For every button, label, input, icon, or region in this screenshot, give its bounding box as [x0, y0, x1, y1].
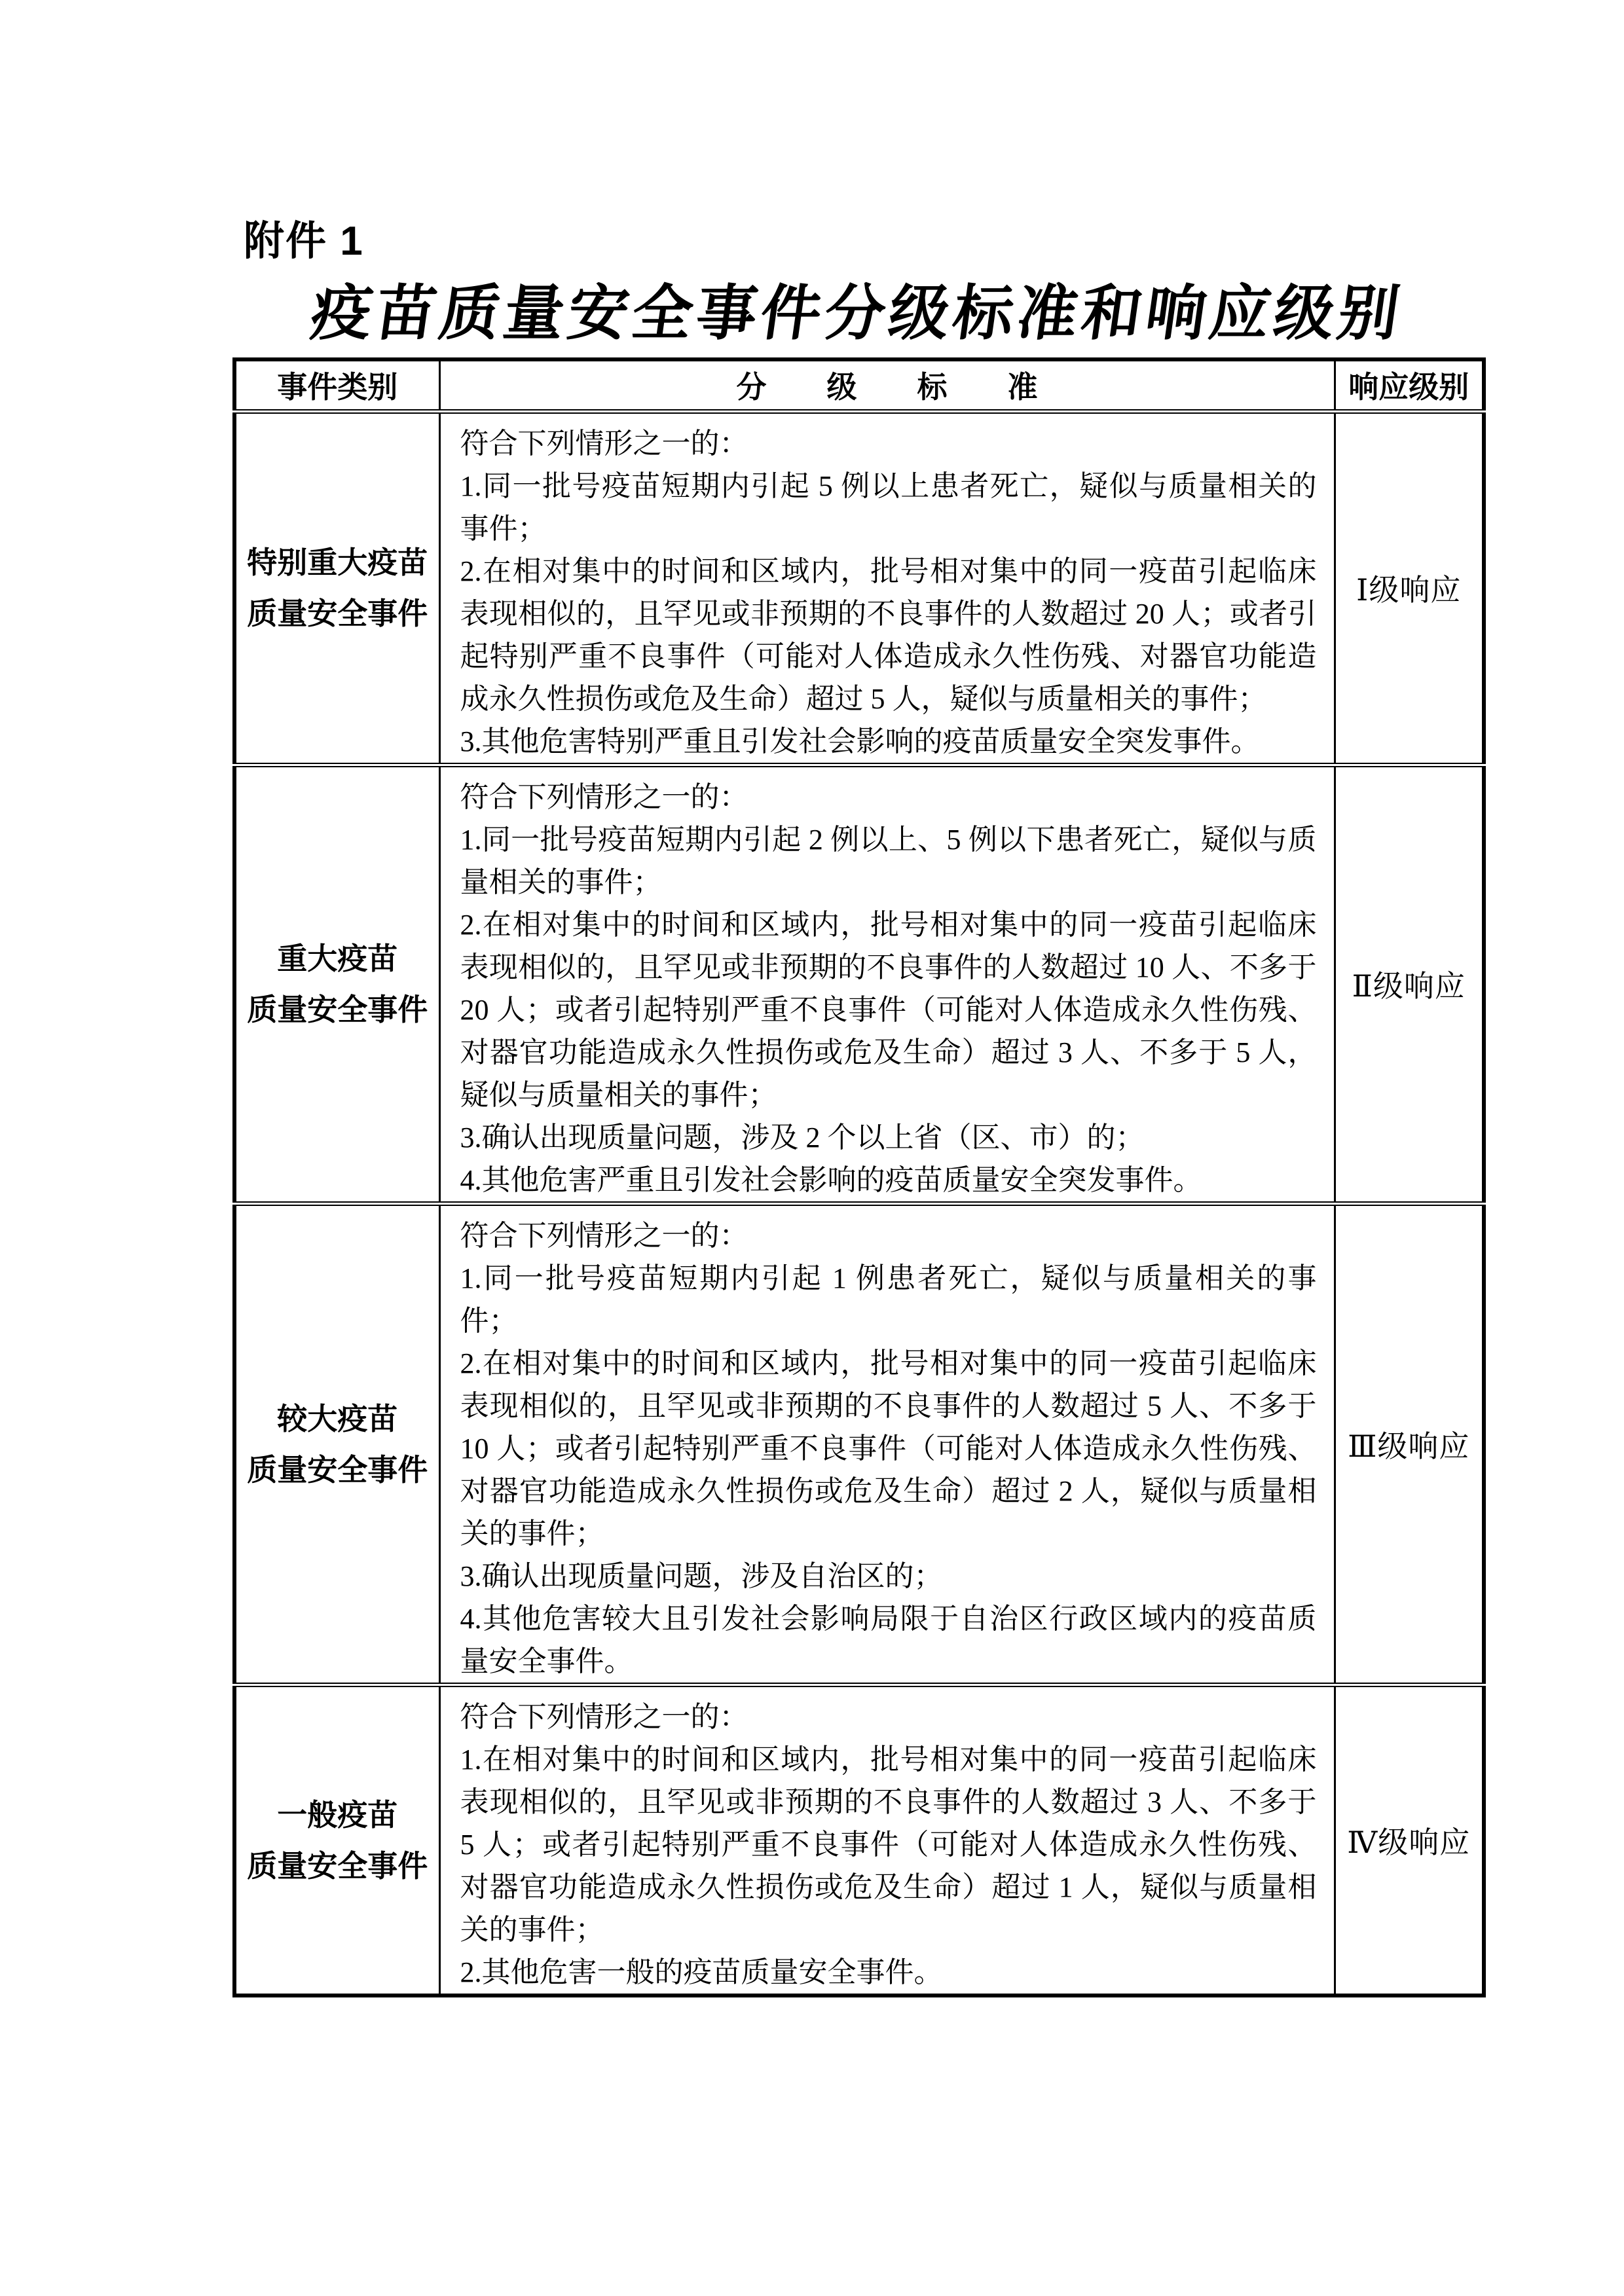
criteria-paragraph: 3.确认出现质量问题，涉及自治区的；: [460, 1559, 943, 1592]
category-line: 一般疫苗: [277, 1797, 398, 1832]
criteria-cell: [439, 1685, 1335, 1995]
response-level-cell: Ⅲ级响应: [1335, 1203, 1484, 1685]
category-line: 质量安全事件: [247, 993, 428, 1027]
header-grading-criteria: 分 级 标 准: [439, 359, 1335, 411]
criteria-paragraph: 1.同一批号疫苗短期内引起 1 例患者死亡，疑似与质量相关的事件；: [460, 1262, 1317, 1337]
criteria-cell: [439, 765, 1335, 1203]
category-line: 质量安全事件: [247, 596, 428, 630]
criteria-cell: [439, 1203, 1335, 1685]
response-level-cell: Ⅰ级响应: [1335, 411, 1484, 765]
grading-table: [232, 357, 1486, 1997]
response-level-cell: Ⅱ级响应: [1335, 765, 1484, 1203]
criteria-paragraph: 1.同一批号疫苗短期内引起 2 例以上、5 例以下患者死亡，疑似与质量相关的事件；: [460, 823, 1317, 898]
category-line: 质量安全事件: [247, 1848, 428, 1883]
category-cell: [234, 411, 439, 765]
header-event-category: 事件类别: [234, 359, 439, 411]
table-header-row: [234, 359, 1484, 411]
criteria-paragraph: 1.同一批号疫苗短期内引起 5 例以上患者死亡，疑似与质量相关的事件；: [460, 469, 1317, 545]
criteria-paragraph: 2.在相对集中的时间和区域内，批号相对集中的同一疫苗引起临床表现相似的，且罕见或非预期的不良事件的人数超过 10 人、不多于 20 人；或者引起特别严重不良事件（可能对人体造成永久性伤残、对器官功能造成永久性损伤或危及生命）超过 3 人、不多于 5 人，疑似与质量相关的事件；: [460, 908, 1317, 1111]
table-row-major: [234, 765, 1484, 1203]
criteria-paragraph: 4.其他危害较大且引发社会影响局限于自治区行政区域内的疫苗质量安全事件。: [460, 1602, 1317, 1677]
category-line: 特别重大疫苗: [247, 545, 428, 579]
category-line: 质量安全事件: [247, 1452, 428, 1487]
category-line: 较大疫苗: [277, 1401, 398, 1436]
category-cell: [234, 765, 439, 1203]
criteria-paragraph: 2.其他危害一般的疫苗质量安全事件。: [460, 1956, 943, 1988]
response-level-cell: Ⅳ级响应: [1335, 1685, 1484, 1995]
category-cell: [234, 1203, 439, 1685]
criteria-paragraph: 3.其他危害特别严重且引发社会影响的疫苗质量安全突发事件。: [460, 725, 1260, 757]
category-cell: [234, 1685, 439, 1995]
criteria-paragraph: 符合下列情形之一的：: [460, 427, 748, 460]
category-line: 重大疫苗: [277, 941, 398, 975]
document-title: 疫苗质量安全事件分级标准和响应级别: [306, 278, 1408, 348]
criteria-cell: [439, 411, 1335, 765]
table-row-extremely-major: [234, 411, 1484, 765]
criteria-paragraph: 符合下列情形之一的：: [460, 780, 748, 813]
criteria-paragraph: 2.在相对集中的时间和区域内，批号相对集中的同一疫苗引起临床表现相似的，且罕见或非预期的不良事件的人数超过 5 人、不多于 10 人；或者引起特别严重不良事件（可能对人体造成永久性伤残、对器官功能造成永久性损伤或危及生命）超过 2 人，疑似与质量相关的事件；: [460, 1347, 1317, 1550]
attachment-label: 附件 1: [244, 219, 364, 264]
table-row-larger: [234, 1203, 1484, 1685]
criteria-paragraph: 符合下列情形之一的：: [460, 1700, 748, 1733]
header-response-level: 响应级别: [1335, 359, 1484, 411]
criteria-paragraph: 符合下列情形之一的：: [460, 1219, 748, 1252]
criteria-paragraph: 4.其他危害严重且引发社会影响的疫苗质量安全突发事件。: [460, 1163, 1202, 1196]
criteria-paragraph: 3.确认出现质量问题，涉及 2 个以上省（区、市）的；: [460, 1121, 1145, 1154]
criteria-paragraph: 2.在相对集中的时间和区域内，批号相对集中的同一疫苗引起临床表现相似的，且罕见或非预期的不良事件的人数超过 20 人；或者引起特别严重不良事件（可能对人体造成永久性伤残、对器官功能造成永久性损伤或危及生命）超过 5 人，疑似与质量相关的事件；: [460, 555, 1317, 715]
table-row-general: [234, 1685, 1484, 1995]
criteria-paragraph: 1.在相对集中的时间和区域内，批号相对集中的同一疫苗引起临床表现相似的，且罕见或非预期的不良事件的人数超过 3 人、不多于 5 人；或者引起特别严重不良事件（可能对人体造成永久性伤残、对器官功能造成永久性损伤或危及生命）超过 1 人，疑似与质量相关的事件；: [460, 1743, 1317, 1946]
